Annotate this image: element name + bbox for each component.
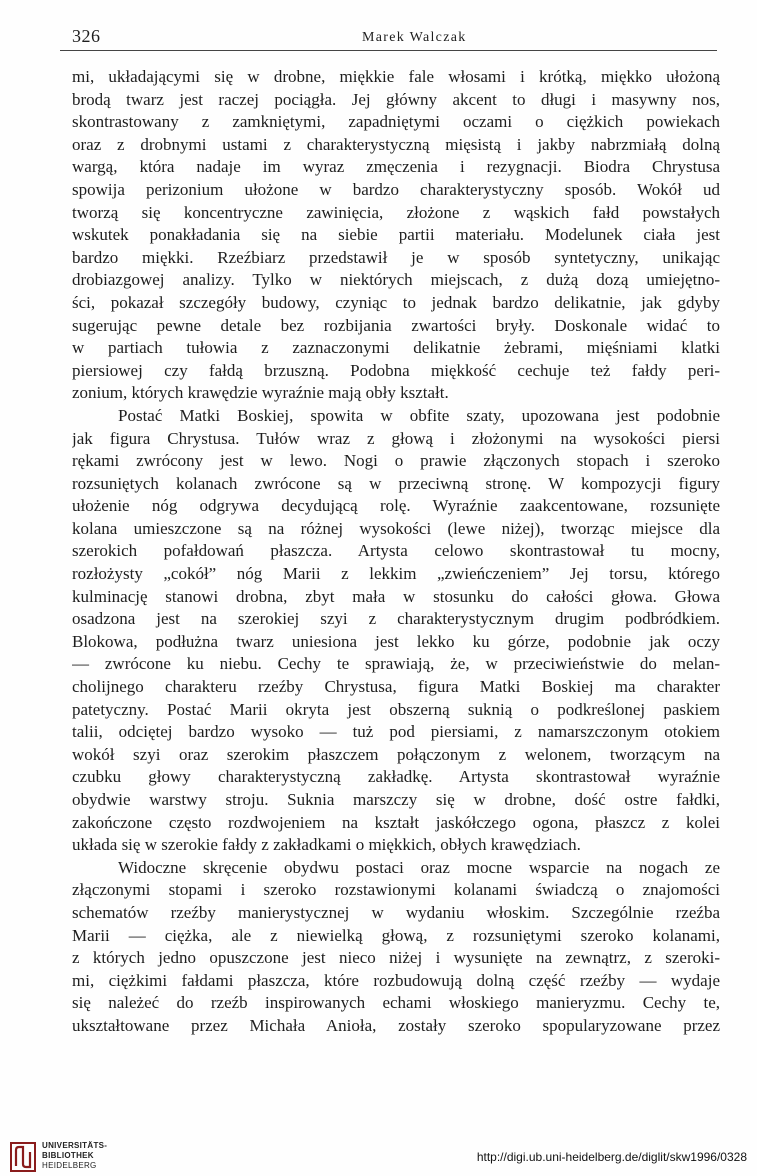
text-line: osadzona jest na szerokiej szyi z charakterystycznym drugim podbródkiem. bbox=[72, 609, 720, 629]
text-line: wskutek ponakładania się na siebie partii materiału. Modelunek ciała jest bbox=[72, 225, 720, 245]
library-name bbox=[42, 1141, 107, 1171]
text-line: szerokich pofałdowań płaszcza. Artysta celowo skontrastował tu mocny, bbox=[72, 541, 720, 561]
text-line: Blokowa, podłużna twarz uniesiona jest lekko ku górze, podobnie jak oczy bbox=[72, 631, 720, 651]
page-number: 326 bbox=[72, 26, 101, 46]
text-line: zonium, których krawędzie wyraźnie mają obły kształt. bbox=[72, 383, 449, 403]
text-line: cholijnego charakteru rzeźby Chrystusa, figura Matki Boskiej ma charakter bbox=[72, 677, 720, 697]
library-name-line: HEIDELBERG bbox=[42, 1161, 97, 1170]
text-line: wokół szyi oraz szerokim płaszczem połączonym z welonem, tworzącym na bbox=[72, 744, 720, 764]
text-line: zakończone często rozdwojeniem na kształt jaskółczego ogona, płaszcz z kolei bbox=[72, 812, 720, 832]
text-line: się należeć do rzeźb inspirowanych echami włoskiego manieryzmu. Cechy te, bbox=[72, 993, 720, 1013]
text-line: sugerując pewne detale bez rozbijania zwartości bryły. Doskonale widać to bbox=[72, 315, 720, 335]
source-url-link[interactable]: http://digi.ub.uni-heidelberg.de/diglit/skw1996/0328 bbox=[476, 1150, 747, 1164]
text-line: kulminację stanowi drobna, zbyt mała w stosunku do całości głowa. Głowa bbox=[72, 586, 720, 606]
text-line: czubku głowy charakterystyczną zakładkę. Artysta skontrastował wyraźnie bbox=[72, 767, 720, 787]
text-line: jak figura Chrystusa. Tułów wraz z głową i złożonymi na wysokości piersi bbox=[72, 428, 720, 448]
text-line: w partiach tułowia z zaznaczonymi delikatnie żebrami, mięśniami klatki bbox=[72, 338, 720, 358]
running-head: Marek Walczak bbox=[362, 30, 467, 45]
text-line: układa się w szerokie fałdy z zakładkami o miękkich, obłych krawędziach. bbox=[72, 835, 581, 855]
text-line: piersiowej czy fałdą brzuszną. Podobna miękkość cechuje też fałdy peri- bbox=[72, 360, 720, 380]
text-line: brodą twarz jest raczej pociągła. Jej główny akcent to długi i masywny nos, bbox=[72, 89, 720, 109]
page-header bbox=[60, 24, 717, 51]
text-line: rękami zwrócony jest w lewo. Nogi o prawie złączonych stopach i szeroko bbox=[72, 451, 720, 471]
library-name-line: UNIVERSITÄTS- bbox=[42, 1141, 108, 1150]
text-line: Postać Matki Boskiej, spowita w obfite szaty, upozowana jest podobnie bbox=[118, 405, 720, 425]
text-line: ułożenie nóg odgrywa decydującą rolę. Wyraźnie zaakcentowane, rozsunięte bbox=[72, 496, 720, 516]
logo-glyph bbox=[16, 1147, 30, 1167]
digitization-footer bbox=[0, 1136, 757, 1176]
text-line: wargą, która nadaje im wyraz zmęczenia i rezygnacji. Biodra Chrystusa bbox=[72, 157, 720, 177]
text-line: złączonymi stopami i szeroko rozstawionymi kolanami świadczą o znajomości bbox=[72, 880, 720, 900]
text-line: rozsuniętych kolanach zwrócone są w przeciwną stronę. W kompozycji figury bbox=[72, 473, 720, 493]
paragraph-2 bbox=[72, 405, 720, 857]
paragraph-3 bbox=[72, 857, 720, 1038]
text-line: mi, układającymi się w drobne, miękkie fale włosami i krótką, miękko ułożoną bbox=[72, 67, 720, 86]
text-line: obydwie warstwy stroju. Suknia marszczy się w drobne, dość ostre fałdki, bbox=[72, 790, 720, 809]
text-line: schematów rzeźby manierystycznej w wydaniu włoskim. Szczególnie rzeźba bbox=[72, 902, 720, 922]
text-line: patetyczny. Postać Marii okryta jest obszerną suknią o podkreślonej paskiem bbox=[72, 699, 720, 719]
text-line: tworzą się koncentryczne zawinięcia, złożone z wąskich fałd powstałych bbox=[72, 202, 720, 222]
text-line: — zwrócone ku niebu. Cechy te sprawiają, że, w przeciwieństwie do melan- bbox=[72, 654, 720, 674]
text-line: Widoczne skręcenie obydwu postaci oraz mocne wsparcie na nogach ze bbox=[118, 857, 720, 877]
library-name-line: BIBLIOTHEK bbox=[42, 1151, 94, 1160]
text-line: drobiazgowej analizy. Tylko w niektórych miejscach, z dużą dozą umiejętno- bbox=[72, 270, 720, 290]
text-line: talii, odciętej bardzo wysoko — tuż pod piersiami, z namarszczonym otokiem bbox=[72, 722, 720, 742]
text-line: kolana umieszczone są na różnej wysokości (lewe niżej), tworząc miejsce dla bbox=[72, 518, 720, 538]
text-line: bardzo miękki. Rzeźbiarz przedstawił je w sposób syntetyczny, unikając bbox=[72, 247, 720, 267]
text-line: mi, ciężkimi fałdami płaszcza, które rozbudowują dolną część rzeźby — wydaje bbox=[72, 970, 720, 990]
text-line: oraz z drobnymi ustami z charakterystyczną mięsistą i jakby nabrzmiałą dolną bbox=[72, 134, 720, 154]
text-line: rozłożysty „cokół” nóg Marii z lekkim „zwieńczeniem” Jej torsu, którego bbox=[72, 564, 720, 584]
body-text bbox=[72, 66, 720, 1038]
paragraph-1 bbox=[72, 66, 720, 405]
text-line: skontrastowany z zamkniętymi, zapadniętymi oczami o ciężkich powiekach bbox=[72, 112, 720, 132]
library-logo-icon bbox=[10, 1142, 36, 1172]
text-line: z których jedno opuszczone jest nieco niżej i wysunięte na zewnątrz, z szeroki- bbox=[72, 948, 720, 968]
text-line: ści, pokazał szczegóły budowy, czyniąc to jednak bardzo delikatnie, jak gdyby bbox=[72, 292, 720, 312]
text-line: ukształtowane przez Michała Anioła, zostały szeroko spopularyzowane przez bbox=[72, 1015, 720, 1035]
text-line: spowija perizonium ułożone w bardzo charakterystyczny sposób. Wokół ud bbox=[72, 179, 720, 199]
text-line: Marii — ciężka, ale z niewielką głową, z rozsuniętymi szeroko kolanami, bbox=[72, 925, 720, 945]
